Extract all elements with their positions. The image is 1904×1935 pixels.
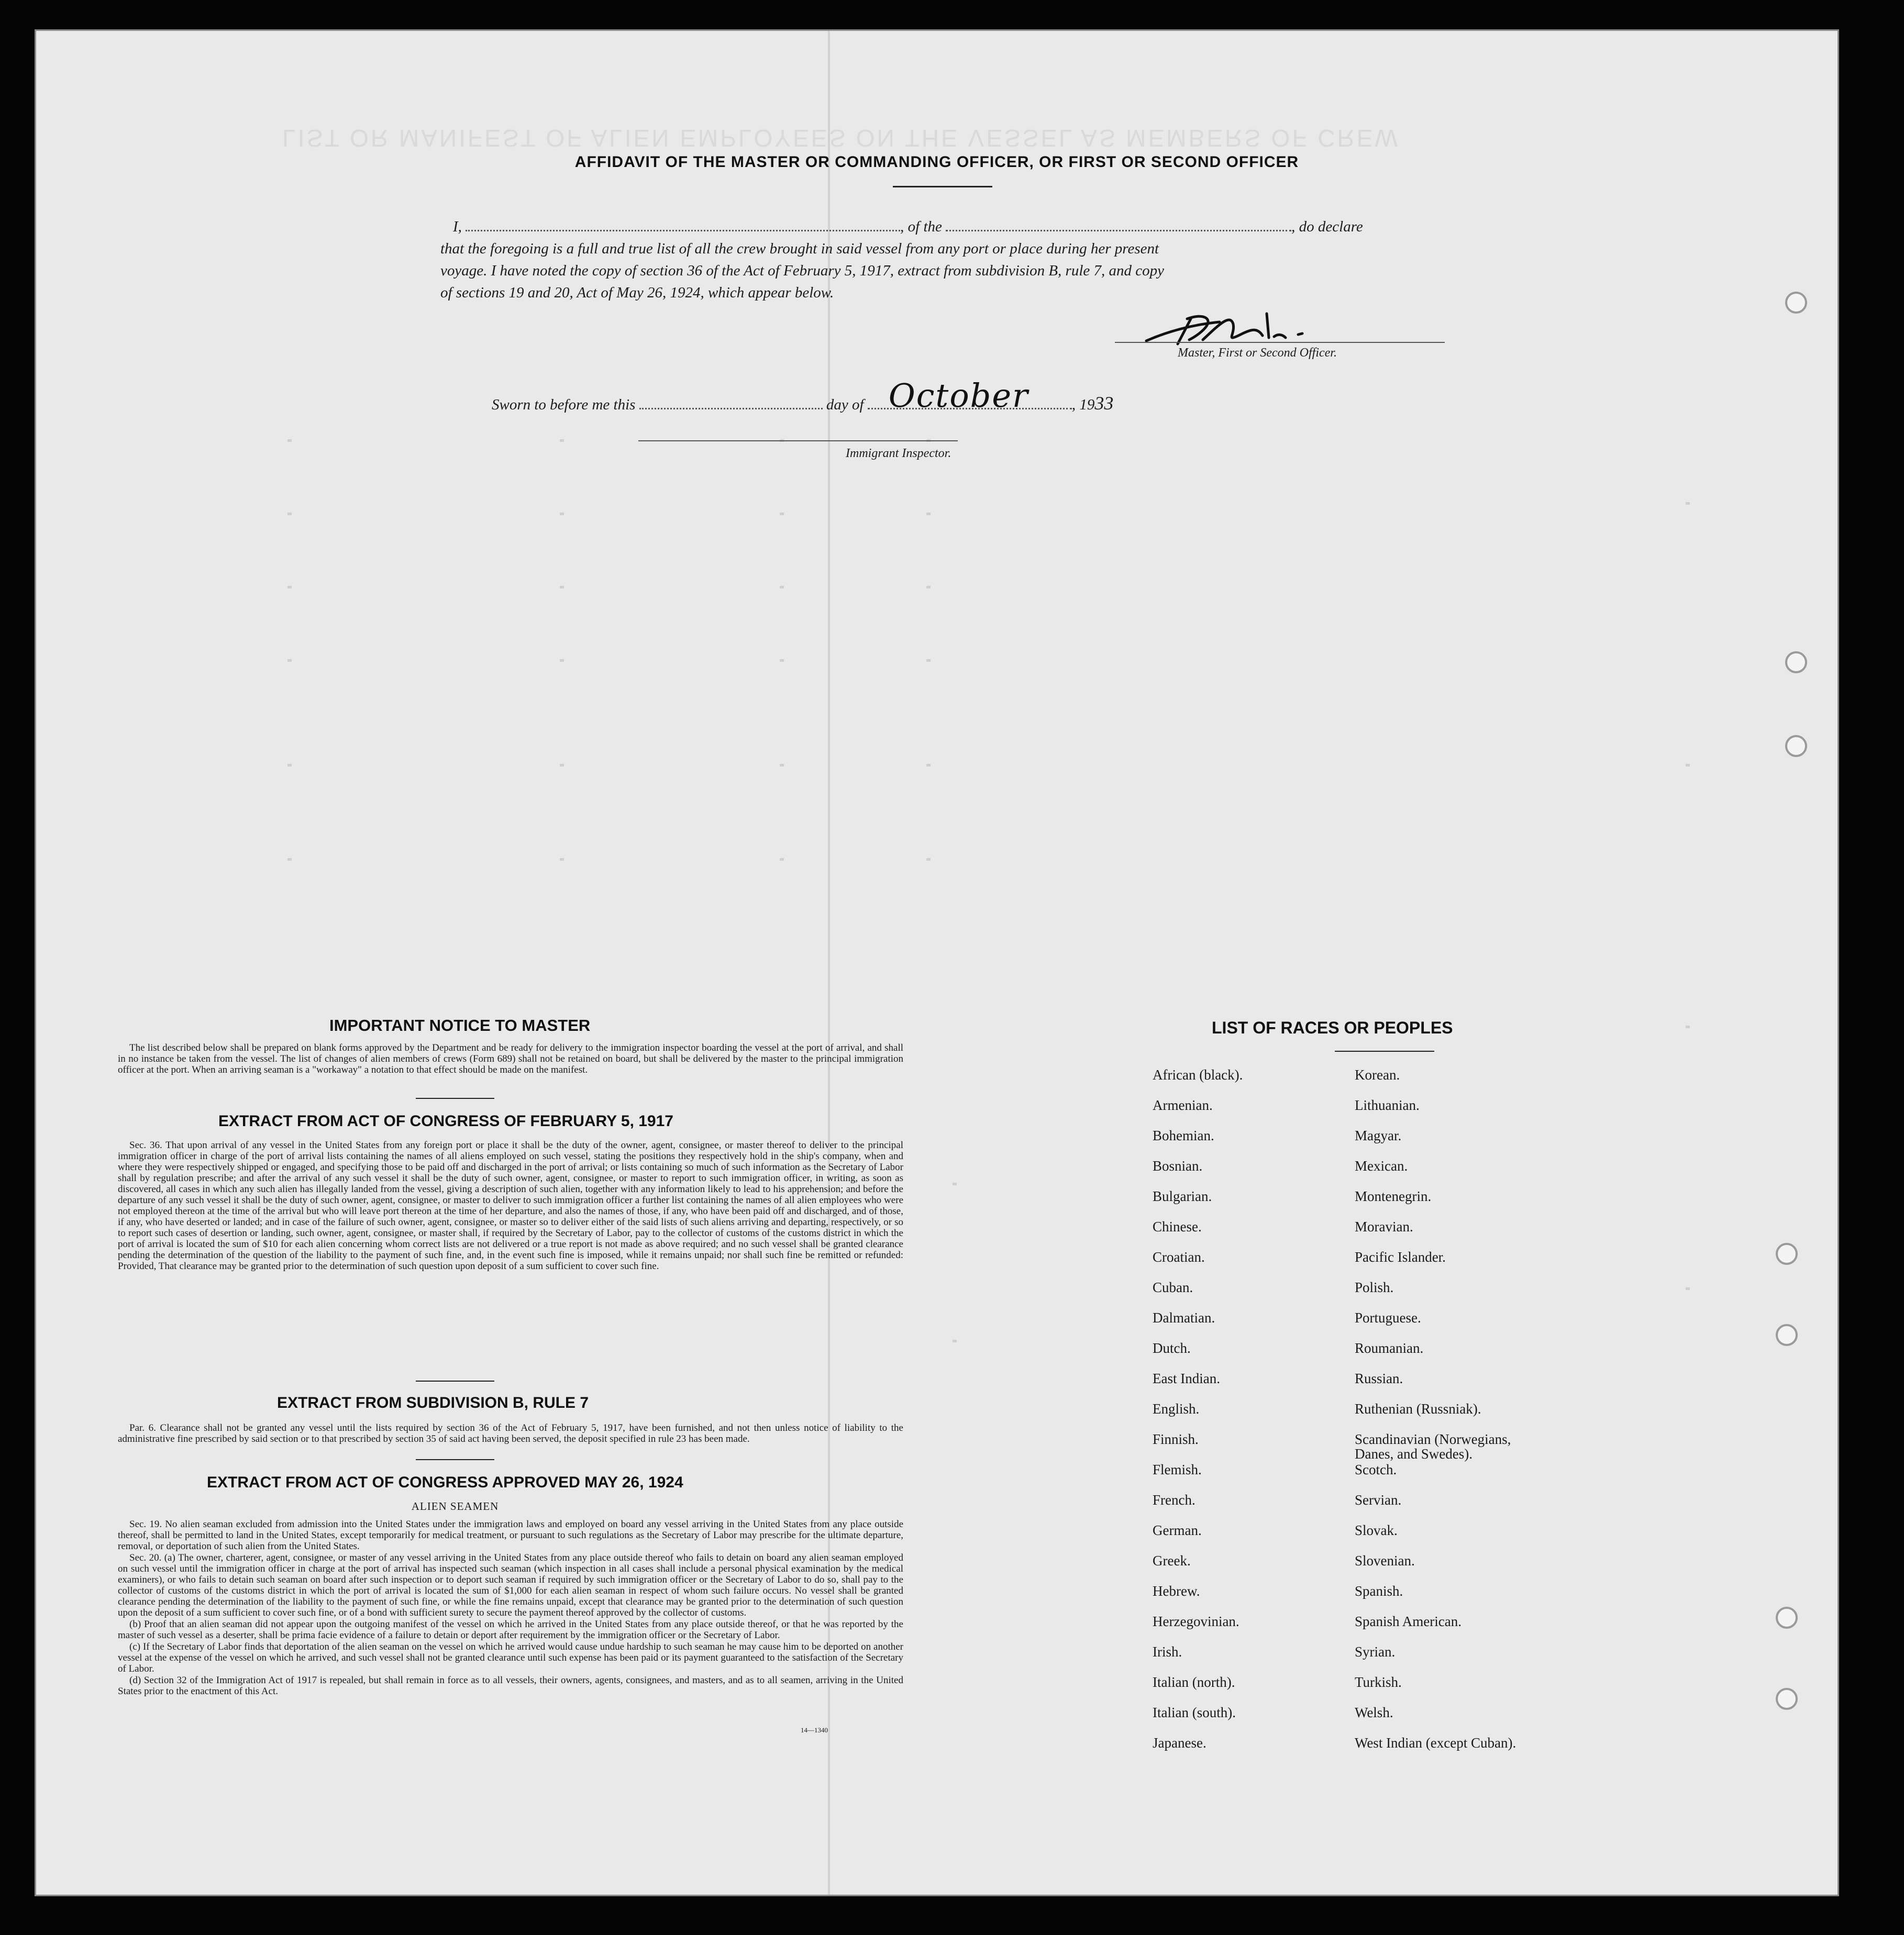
sworn-month-handwriting: October [888, 376, 1029, 415]
punch-hole [1785, 735, 1807, 757]
race-item: Dutch. [1153, 1340, 1191, 1356]
par-6-text: Par. 6. Clearance shall not be granted any vessel until the lists required by section 36 of the Act of February 5, 1917, have been furnished, and not then unless notice of liability to the administrative fine prescribed by said section or to that prescribed by section 35 of said act having been served, the deposit specified in rule 23 has been made. [118, 1422, 903, 1444]
punch-hole [1785, 651, 1807, 673]
race-item: Spanish American. [1355, 1614, 1462, 1629]
affidavit-line-1: I, , of the , do declare [453, 218, 1363, 235]
notice-title: IMPORTANT NOTICE TO MASTER [329, 1016, 591, 1035]
affidavit-line-4: of sections 19 and 20, Act of May 26, 1924, which appear below. [440, 284, 834, 301]
race-item: West Indian (except Cuban). [1355, 1735, 1516, 1751]
race-item: Herzegovinian. [1153, 1614, 1239, 1629]
extract-1924-text [118, 1519, 903, 1697]
races-right-column [1355, 1067, 1527, 1766]
race-item: Italian (south). [1153, 1705, 1236, 1720]
race-item: Finnish. [1153, 1431, 1199, 1447]
signature-line [1115, 342, 1445, 343]
race-item: Moravian. [1355, 1219, 1413, 1235]
race-item: Korean. [1355, 1067, 1400, 1083]
race-item: Turkish. [1355, 1674, 1402, 1690]
race-item: Spanish. [1355, 1583, 1403, 1599]
affidavit-line-2: that the foregoing is a full and true list of all the crew brought in said vessel from any port or place during her present [440, 240, 1159, 257]
document-sheet [35, 29, 1839, 1896]
race-item: Portuguese. [1355, 1310, 1421, 1326]
alien-seamen-subtitle: ALIEN SEAMEN [411, 1500, 499, 1513]
sworn-month-field[interactable] [868, 376, 1072, 415]
race-item: Armenian. [1153, 1097, 1213, 1113]
sec-20a-text: Sec. 20. (a) The owner, charterer, agent, consignee, or master of any vessel arriving in the United States from any place outside thereof who fails to detain on board any alien seaman employed on such vessel until the immigration officer in charge at the port of arrival has inspected such seaman (which inspection in all cases shall include a personal physical examination by the medical examiners), or who fails to detain such seaman on board after such inspection or to deport such seaman if required by such immigration officer or the Secretary of Labor to do so, shall pay to the collector of customs of the customs district in which the port of arrival is located the sum of $1,000 for each alien seaman in respect of whom such failure occurs. No vessel shall be granted clearance pending the determination of the liability to the payment of such fine, or while the fine remains unpaid, except that clearance may be granted prior to the determination of such question upon the deposit of a sum sufficient to cover such fine, or of a bond with sufficient surety to secure the payment thereof approved by the collector of customs. [118, 1552, 903, 1618]
name-field[interactable] [466, 228, 900, 231]
race-item: Magyar. [1355, 1128, 1402, 1143]
race-item: Dalmatian. [1153, 1310, 1215, 1326]
punch-hole [1785, 292, 1807, 314]
notice-rule [416, 1098, 494, 1099]
extract-1917-rule [416, 1381, 494, 1382]
race-item: Bohemian. [1153, 1128, 1214, 1143]
section-36-text: Sec. 36. That upon arrival of any vessel in the United States from any foreign port or place it shall be the duty of the owner, agent, consignee, or master thereof to deliver to the principal immigration officer in charge of the port of arrival lists containing the names of all aliens employed on such vessel, stating the positions they respectively hold in the ship's company, when and where they were respectively shipped or engaged, and specifying those to be paid off and discharged in the port of arrival; or lists containing so much of such information as the Secretary of Labor shall by regulation prescribe; and after the arrival of any such vessel it shall be the duty of such owner, agent, consignee, or master to report to such immigration officer, in writing, as soon as discovered, all cases in which any such alien has illegally landed from the vessel, giving a description of such alien, together with any information likely to lead to his apprehension; and before the departure of any such vessel it shall be the duty of such owner, agent, consignee, or master to deliver to such immigration officer a further list containing the names of all alien employees who were not employed thereon at the time of the arrival but who will leave port thereon at the time of her departure, and also the names of those, if any, who have been paid off and discharged, and of those, if any, who have deserted or landed; and in case of the failure of such owner, agent, consignee, or master so to deliver either of the said lists of such aliens arriving and departing, respectively, or so to report such cases of desertion or landing, such owner, agent, consignee, or master shall, if required by the Secretary of Labor, pay to the collector of customs of the customs district in which the port of arrival is located the sum of $10 for each alien concerning whom correct lists are not delivered or a true report is not made as above required; and no such vessel shall be granted clearance pending the determination of the question of the liability to the payment of such fine, and, in the event such fine is imposed, while it remains unpaid; nor shall such fine be remitted or refunded: Provided, That clearance may be granted prior to the determination of such question upon deposit of a sum sufficient to cover such fine. [118, 1140, 903, 1272]
race-item: East Indian. [1153, 1371, 1220, 1386]
race-item: Bosnian. [1153, 1158, 1203, 1174]
race-item: Roumanian. [1355, 1340, 1424, 1356]
sec-20b-text: (b) Proof that an alien seaman did not appear upon the outgoing manifest of the vessel on which he arrived in the United States from any place outside thereof, or that he was reported by the master of such vessel as a deserter, shall be prima facie evidence of a failure to detain or deport after requirement by the immigration officer or the Secretary of Labor. [118, 1619, 903, 1641]
vessel-field[interactable] [946, 228, 1291, 231]
race-item: Syrian. [1355, 1644, 1396, 1660]
race-item: Pacific Islander. [1355, 1249, 1446, 1265]
sworn-day-field[interactable] [639, 406, 823, 409]
signature-caption: Master, First or Second Officer. [1178, 346, 1337, 360]
bleed-through-text: LIST OR MANIFEST OF ALIEN EMPLOYEES ON THE VESSEL AS MEMBERS OF CREW [282, 125, 1400, 152]
extract-1917-title: EXTRACT FROM ACT OF CONGRESS OF FEBRUARY 5, 1917 [218, 1113, 673, 1130]
race-item: Russian. [1355, 1371, 1403, 1386]
extract-1917-text [118, 1140, 903, 1272]
race-item: Welsh. [1355, 1705, 1393, 1720]
race-item: Servian. [1355, 1492, 1402, 1508]
race-item: Mexican. [1355, 1158, 1408, 1174]
race-item: German. [1153, 1522, 1202, 1538]
sec-20d-text: (d) Section 32 of the Immigration Act of 1917 is repealed, but shall remain in force as to all vessels, their owners, agents, consignees, and masters, and as to all seamen, arriving in the United States prior to the enactment of this Act. [118, 1675, 903, 1697]
race-item: Scandinavian (Norwegians, Danes, and Swedes). [1355, 1431, 1511, 1462]
punch-hole [1776, 1607, 1798, 1629]
race-item: Montenegrin. [1355, 1188, 1432, 1204]
race-item: Slovak. [1355, 1522, 1398, 1538]
race-item: Lithuanian. [1355, 1097, 1420, 1113]
race-item: Japanese. [1153, 1735, 1206, 1751]
sec-19-text: Sec. 19. No alien seaman excluded from admission into the United States under the immigration laws and employed on board any vessel arriving in the United States from any place outside thereof, shall be permitted to land in the United States, except temporarily for medical treatment, or pursuant to such regulations as the Secretary of Labor may prescribe for the ultimate departure, removal, or deportation of such alien from the United States. [118, 1519, 903, 1552]
affidavit-line-3: voyage. I have noted the copy of section 36 of the Act of February 5, 1917, extract from subdivision B, rule 7, and copy [440, 262, 1165, 279]
punch-hole [1776, 1243, 1798, 1265]
extract-1924-title: EXTRACT FROM ACT OF CONGRESS APPROVED MAY 26, 1924 [207, 1474, 683, 1491]
form-number: 14—1340 [801, 1726, 828, 1734]
inspector-caption: Immigrant Inspector. [846, 447, 951, 460]
notice-text: The list described below shall be prepared on blank forms approved by the Department and be ready for delivery to the immigration inspector boarding the vessel at the port of arrival, and shall in no instance be taken from the vessel. The list of changes of alien members of crews (Form 689) shall not be retained on board, but shall be delivered by the master to the principal immigration officer at the port. When an arriving seaman is a "workaway" a notation to that effect should be made on the manifest. [118, 1042, 903, 1075]
race-item: Croatian. [1153, 1249, 1205, 1265]
races-title-rule [1335, 1051, 1434, 1052]
rule7-rule [416, 1459, 494, 1460]
race-item: African (black). [1153, 1067, 1243, 1083]
race-item: Flemish. [1153, 1462, 1202, 1477]
race-item: Ruthenian (Russniak). [1355, 1401, 1481, 1417]
sworn-line: Sworn to before me this day of October , 1933 [492, 376, 1114, 415]
rule7-title: EXTRACT FROM SUBDIVISION B, RULE 7 [277, 1394, 589, 1411]
race-item: Irish. [1153, 1644, 1182, 1660]
inspector-line [638, 440, 958, 441]
race-item: Greek. [1153, 1553, 1191, 1569]
punch-hole [1776, 1688, 1798, 1710]
race-item: French. [1153, 1492, 1195, 1508]
sworn-year-handwriting: 33 [1094, 393, 1114, 414]
race-item: Bulgarian. [1153, 1188, 1212, 1204]
affidavit-title-rule [893, 186, 992, 187]
race-item: Cuban. [1153, 1280, 1193, 1295]
race-item: Chinese. [1153, 1219, 1202, 1235]
race-item: Slovenian. [1355, 1553, 1415, 1569]
rule7-text [118, 1422, 903, 1445]
race-item: Polish. [1355, 1280, 1394, 1295]
races-left-column [1153, 1067, 1243, 1766]
race-item: Scotch. [1355, 1462, 1397, 1477]
race-item: Italian (north). [1153, 1674, 1235, 1690]
race-item: Hebrew. [1153, 1583, 1200, 1599]
sec-20c-text: (c) If the Secretary of Labor finds that deportation of the alien seaman on the vessel on which he arrived would cause undue hardship to such seaman he may cause him to be deported on another vessel at the expense of the vessel on which he arrived, and such vessel shall not be granted clearance until such expense has been paid or its payment guaranteed to the satisfaction of the Secretary of Labor. [118, 1641, 903, 1674]
affidavit-title: AFFIDAVIT OF THE MASTER OR COMMANDING OFFICER, OR FIRST OR SECOND OFFICER [574, 153, 1299, 171]
races-title: LIST OF RACES OR PEOPLES [1212, 1018, 1453, 1037]
punch-hole [1776, 1324, 1798, 1346]
race-item: English. [1153, 1401, 1200, 1417]
